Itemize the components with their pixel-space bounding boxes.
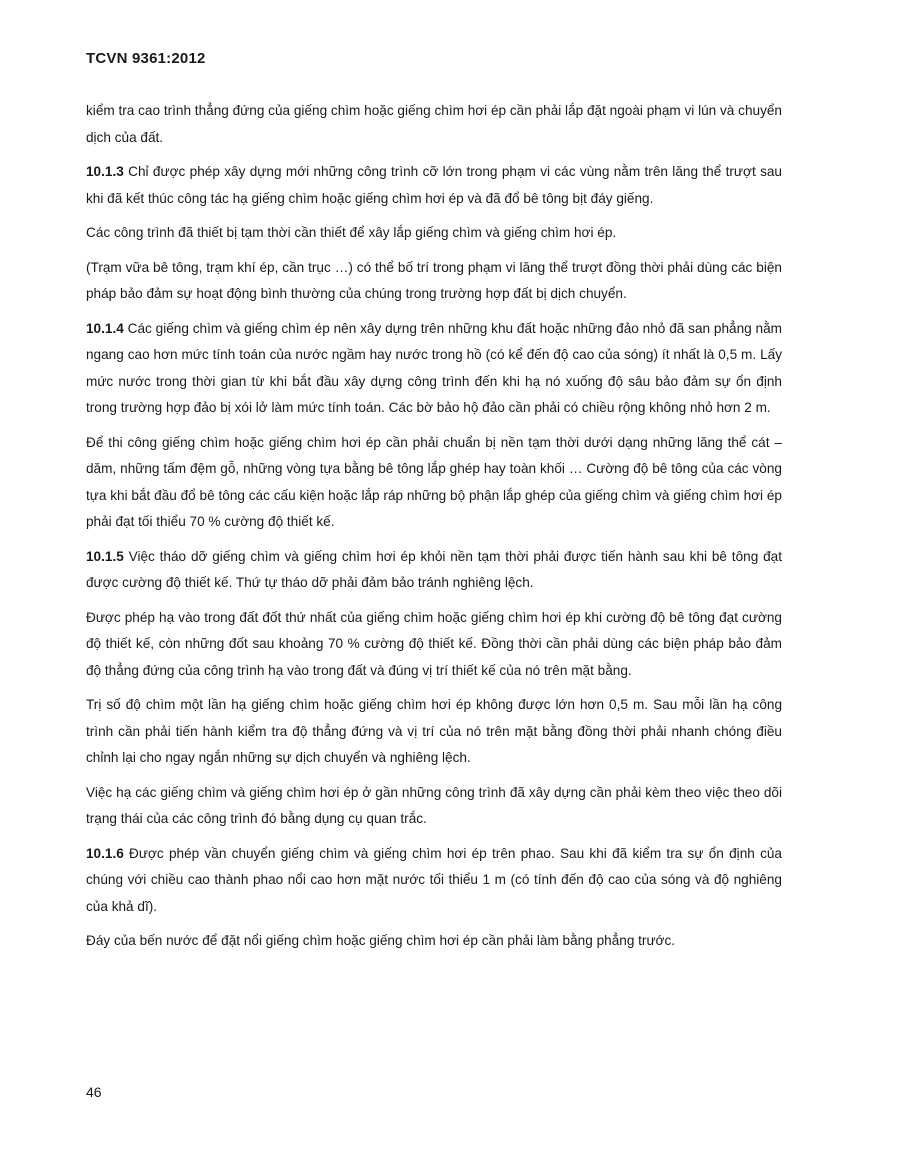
paragraph (86, 605, 782, 685)
paragraph (86, 430, 782, 536)
paragraph-10-1-4 (86, 316, 782, 422)
section-number: 10.1.5 (86, 548, 124, 564)
paragraph-text: Được phép hạ vào trong đất đốt thứ nhất của giếng chìm hoặc giếng chìm hơi ép khi cường độ bê tông đạt cường độ thiết kế, còn những đốt sau khoảng 70 % cường độ thiết kế. Đồng thời cần phải dùng các biện pháp bảo đảm độ thẳng đứng của công trình hạ vào trong đất và đúng vị trí thiết kế của nó trên mặt bằng. (86, 609, 782, 678)
paragraph-text: Được phép vần chuyển giếng chìm và giếng chìm hơi ép trên phao. Sau khi đã kiểm tra sự ổn định của chúng với chiều cao thành phao nổi cao hơn mặt nước tối thiểu 1 m (có tính đến độ cao của sóng và độ nghiêng của khả dĩ). (86, 845, 782, 914)
paragraph (86, 928, 782, 955)
paragraph-text: (Trạm vữa bê tông, trạm khí ép, cần trục …) có thể bố trí trong phạm vi lăng thể trượt đồng thời phải dùng các biện pháp bảo đảm sự hoạt động bình thường của chúng trong trường hợp đất bị dịch chuyển. (86, 259, 782, 301)
section-number: 10.1.4 (86, 320, 124, 336)
standard-code-header: TCVN 9361:2012 (86, 50, 206, 67)
section-number: 10.1.3 (86, 164, 124, 179)
paragraph (86, 780, 782, 833)
paragraph-10-1-5 (86, 544, 782, 597)
document-body (86, 98, 782, 963)
paragraph-text: Việc tháo dỡ giếng chìm và giếng chìm hơi ép khỏi nền tạm thời phải được tiến hành sau khi bê tông đạt được cường độ thiết kế. Thứ tự tháo dỡ phải đảm bảo tránh nghiêng lệch. (86, 548, 782, 590)
paragraph-10-1-6 (86, 841, 782, 921)
section-number: 10.1.6 (86, 845, 124, 861)
paragraph (86, 692, 782, 772)
paragraph-text: Chỉ được phép xây dựng mới những công trình cỡ lớn trong phạm vi các vùng nằm trên lăng thể trượt sau khi đã kết thúc công tác hạ giếng chìm hoặc giếng chìm hơi ép và đã đổ bê tông bịt đáy giếng. (86, 164, 782, 206)
paragraph-text: Trị số độ chìm một lần hạ giếng chìm hoặc giếng chìm hơi ép không được lớn hơn 0,5 m. Sau mỗi lần hạ công trình cần phải tiến hành kiểm tra độ thẳng đứng và vị trí của nó trên mặt bằng đồng thời phải nhanh chóng điều chỉnh lại cho ngay ngắn những sự dịch chuyển và nghiêng lệch. (86, 697, 782, 765)
paragraph-10-1-3 (86, 159, 782, 212)
paragraph-text: Việc hạ các giếng chìm và giếng chìm hơi ép ở gần những công trình đã xây dựng cần phải kèm theo việc theo dõi trạng thái của các công trình đó bằng dụng cụ quan trắc. (86, 784, 782, 826)
paragraph (86, 220, 782, 247)
page-number: 46 (86, 1084, 102, 1100)
paragraph-text: Đáy của bến nước để đặt nổi giếng chìm hoặc giếng chìm hơi ép cần phải làm bằng phẳng trước. (86, 933, 676, 948)
paragraph (86, 255, 782, 308)
paragraph-text: kiểm tra cao trình thẳng đứng của giếng chìm hoặc giếng chìm hơi ép cần phải lắp đặt ngoài phạm vi lún và chuyển dịch của đất. (86, 103, 782, 145)
paragraph-continuation (86, 98, 782, 151)
paragraph-text: Các giếng chìm và giếng chìm ép nên xây dựng trên những khu đất hoặc những đảo nhỏ đã san phẳng nằm ngang cao hơn mức tính toán của nước ngầm hay nước trong hồ (có kể đến độ cao của sóng) ít nhất là 0,5 m. Lấy mức nước trong thời gian từ khi bắt đầu xây dựng công trình đến khi hạ nó xuống độ sâu bảo đảm sự ổn định trong trường hợp đảo bị xói lở làm mức tính toán. Các bờ bảo hộ đảo cần phải có chiều rộng không nhỏ hơn 2 m. (86, 320, 782, 415)
paragraph-text: Để thi công giếng chìm hoặc giếng chìm hơi ép cần phải chuẩn bị nền tạm thời dưới dạng những lăng thể cát – dăm, những tấm đệm gỗ, những vòng tựa bằng bê tông lắp ghép hay toàn khối … Cường độ bê tông của các vòng tựa khi bắt đầu đổ bê tông các cấu kiện hoặc lắp ráp những bộ phận lắp ghép của giếng chìm và giếng chìm hơi ép phải đạt tối thiểu 70 % cường độ thiết kế. (86, 434, 782, 529)
paragraph-text: Các công trình đã thiết bị tạm thời cần thiết để xây lắp giếng chìm và giếng chìm hơi ép. (86, 225, 617, 240)
